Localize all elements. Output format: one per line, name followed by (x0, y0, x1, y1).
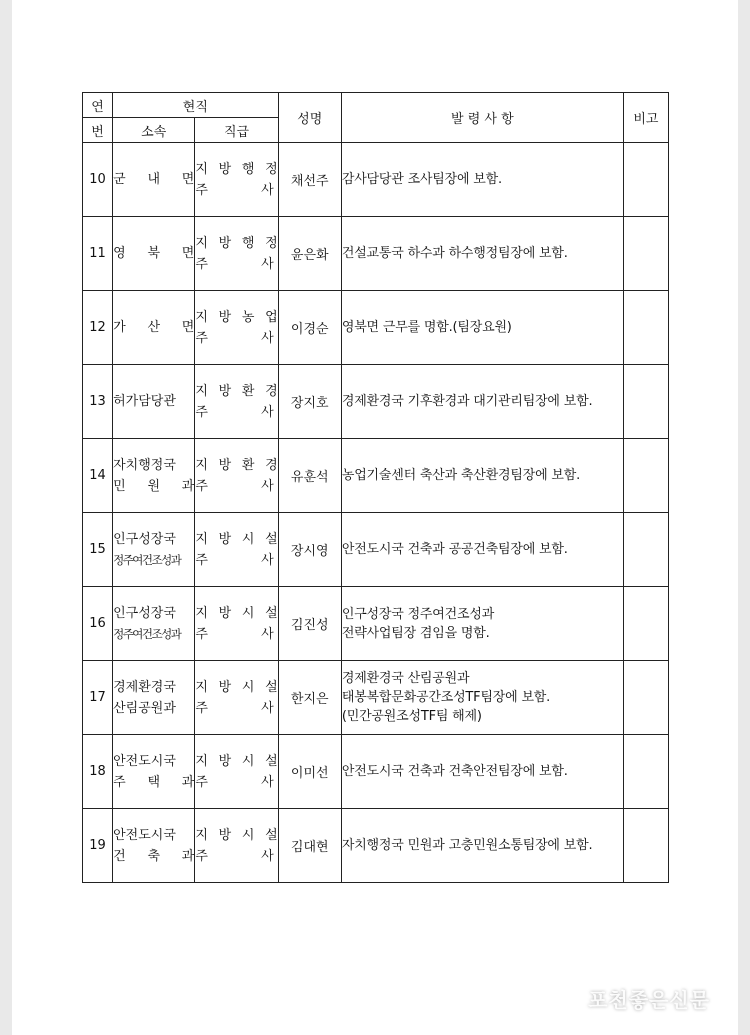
department-char: 내 (147, 172, 160, 187)
rank-char: 지 (195, 235, 208, 251)
appointment-order (341, 735, 623, 809)
order-line: 영북면 근무를 명함.(팀장요원) (341, 320, 512, 335)
remarks-cell (623, 365, 668, 439)
department-line (113, 243, 194, 264)
rank-char: 정 (265, 235, 278, 251)
rank-char: 사 (261, 478, 274, 494)
department-char: 군 (113, 172, 126, 187)
department-cell (113, 661, 195, 735)
rank-char: 경 (265, 383, 278, 399)
table-row (83, 291, 669, 365)
department-line: 인구성장국 (113, 531, 176, 547)
remarks-cell (623, 291, 668, 365)
order-line: 전략사업팀장 겸임을 명함. (341, 625, 490, 641)
rank-char: 설 (265, 753, 278, 769)
order-line: 건설교통국 하수과 하수행정팀장에 보함. (341, 246, 568, 261)
department-cell (113, 513, 195, 587)
rank-char: 지 (195, 753, 208, 769)
rank-char: 설 (265, 531, 278, 547)
order-line: 경제환경국 산림공원과 (341, 671, 470, 686)
row-number: 10 (83, 143, 113, 217)
rank-cell (195, 735, 278, 809)
department-line: 안전도시국 (113, 827, 176, 843)
department-line (113, 772, 194, 793)
department-line (113, 846, 194, 867)
rank-char: 지 (195, 605, 208, 621)
order-line: 인구성장국 정주여건조성과 (341, 606, 495, 622)
table-row (83, 217, 669, 291)
rank-char: 환 (241, 383, 255, 399)
rank-char: 설 (265, 605, 278, 621)
rank-char: 사 (261, 552, 274, 568)
appointment-order (341, 513, 623, 587)
rank-char: 주 (195, 478, 208, 494)
rank-cell (195, 661, 278, 735)
rank-char: 행 (241, 235, 255, 251)
rank-cell (195, 513, 278, 587)
table-row (83, 809, 669, 883)
department-char: 과 (181, 478, 195, 494)
header-name: 성명 (278, 93, 341, 143)
rank-char: 방 (218, 457, 232, 473)
rank-char: 시 (241, 605, 255, 621)
rank-char: 방 (218, 679, 232, 695)
rank-line (195, 402, 277, 423)
department-line: 정주여건조성과 (113, 552, 181, 567)
department-line: 자치행정국 (113, 457, 176, 473)
department-char: 축 (147, 848, 160, 864)
department-cell (113, 217, 195, 291)
table-row (83, 513, 669, 587)
rank-line (195, 698, 277, 719)
person-name: 이미선 (278, 735, 341, 809)
rank-char: 주 (195, 404, 208, 420)
rank-cell (195, 365, 278, 439)
rank-char: 사 (261, 774, 274, 790)
department-cell (113, 587, 195, 661)
appointment-order (341, 661, 623, 735)
department-char: 민 (113, 478, 126, 494)
person-name: 유훈석 (278, 439, 341, 513)
person-name: 장지호 (278, 365, 341, 439)
rank-char: 주 (195, 256, 208, 272)
rank-char: 사 (261, 700, 274, 716)
department-line: 허가담당관 (113, 394, 176, 409)
rank-line (195, 825, 277, 846)
header-rank: 직급 (195, 118, 278, 143)
rank-char: 지 (195, 679, 208, 695)
rank-char: 방 (218, 827, 232, 843)
rank-char: 설 (265, 827, 278, 843)
appointment-order (341, 217, 623, 291)
rank-char: 정 (265, 161, 278, 177)
row-number: 13 (83, 365, 113, 439)
rank-line (195, 381, 277, 402)
remarks-cell (623, 661, 668, 735)
rank-line (195, 846, 277, 867)
rank-cell (195, 143, 278, 217)
rank-char: 방 (218, 235, 232, 251)
rank-char: 지 (195, 531, 208, 547)
appointment-order (341, 143, 623, 217)
rank-char: 주 (195, 700, 208, 716)
table-row (83, 439, 669, 513)
department-line (113, 317, 194, 338)
department-char: 과 (181, 774, 195, 790)
department-char: 가 (113, 320, 126, 335)
department-line (113, 476, 194, 497)
person-name: 한지은 (278, 661, 341, 735)
rank-line (195, 180, 277, 201)
rank-char: 주 (195, 774, 208, 790)
department-char: 과 (181, 848, 195, 864)
rank-cell (195, 217, 278, 291)
rank-line (195, 529, 277, 550)
person-name: 채선주 (278, 143, 341, 217)
row-number: 18 (83, 735, 113, 809)
rank-cell (195, 809, 278, 883)
rank-cell (195, 291, 278, 365)
rank-line (195, 677, 277, 698)
remarks-cell (623, 217, 668, 291)
header-row-top (83, 93, 669, 118)
rank-line (195, 233, 277, 254)
rank-line (195, 624, 277, 645)
rank-char: 업 (265, 309, 278, 325)
header-seq-bottom: 번 (83, 118, 113, 143)
department-char: 택 (147, 774, 160, 790)
department-char: 주 (113, 774, 126, 790)
department-line: 안전도시국 (113, 753, 176, 769)
appointment-order (341, 365, 623, 439)
appointment-order (341, 809, 623, 883)
rank-line (195, 751, 277, 772)
rank-char: 방 (218, 161, 232, 177)
rank-char: 시 (241, 679, 255, 695)
table-row (83, 735, 669, 809)
rank-char: 방 (218, 383, 232, 399)
rank-char: 시 (241, 753, 255, 769)
remarks-cell (623, 809, 668, 883)
department-char: 북 (147, 246, 160, 261)
rank-char: 지 (195, 161, 208, 177)
table-row (83, 143, 669, 217)
rank-char: 주 (195, 848, 208, 864)
rank-char: 주 (195, 552, 208, 568)
watermark-logo: 포천좋은신문 (588, 988, 710, 1012)
row-number: 17 (83, 661, 113, 735)
department-line (113, 169, 194, 190)
order-line: 경제환경국 기후환경과 대기관리팀장에 보함. (341, 394, 593, 409)
table-row (83, 365, 669, 439)
document-page (12, 0, 738, 1035)
rank-char: 사 (261, 330, 274, 346)
department-line: 경제환경국 (113, 679, 176, 695)
rank-line (195, 254, 277, 275)
rank-line (195, 307, 277, 328)
rank-cell (195, 587, 278, 661)
department-char: 영 (113, 246, 126, 261)
rank-line (195, 603, 277, 624)
row-number: 11 (83, 217, 113, 291)
remarks-cell (623, 735, 668, 809)
order-line: 자치행정국 민원과 고충민원소통팀장에 보함. (341, 838, 593, 853)
row-number: 12 (83, 291, 113, 365)
person-name: 김대현 (278, 809, 341, 883)
rank-char: 방 (218, 309, 232, 325)
header-order: 발 령 사 항 (341, 93, 623, 143)
remarks-cell (623, 439, 668, 513)
rank-char: 지 (195, 383, 208, 399)
table-body (83, 143, 669, 883)
rank-char: 사 (261, 626, 274, 642)
person-name: 이경순 (278, 291, 341, 365)
department-char: 건 (113, 848, 126, 864)
personnel-order-table (82, 92, 669, 883)
rank-char: 지 (195, 827, 208, 843)
department-char: 면 (181, 246, 195, 261)
table-row (83, 587, 669, 661)
department-cell (113, 439, 195, 513)
order-line: 안전도시국 건축과 건축안전팀장에 보함. (341, 764, 568, 779)
person-name: 김진성 (278, 587, 341, 661)
rank-char: 환 (241, 457, 255, 473)
row-number: 16 (83, 587, 113, 661)
header-current-post: 현직 (113, 93, 279, 118)
rank-line (195, 476, 277, 497)
department-char: 면 (181, 172, 195, 187)
remarks-cell (623, 587, 668, 661)
rank-char: 농 (241, 309, 255, 325)
table-row (83, 661, 669, 735)
department-line: 산림공원과 (113, 700, 176, 716)
rank-char: 지 (195, 457, 208, 473)
remarks-cell (623, 143, 668, 217)
header-remarks: 비고 (623, 93, 668, 143)
rank-char: 사 (261, 256, 274, 272)
rank-line (195, 550, 277, 571)
department-cell (113, 143, 195, 217)
rank-char: 설 (265, 679, 278, 695)
rank-char: 시 (241, 827, 255, 843)
order-line: 농업기술센터 축산과 축산환경팀장에 보함. (341, 468, 581, 483)
order-line: 감사담당관 조사팀장에 보함. (341, 172, 502, 187)
rank-char: 행 (241, 161, 255, 177)
rank-char: 방 (218, 605, 232, 621)
department-char: 산 (147, 320, 160, 335)
remarks-cell (623, 513, 668, 587)
person-name: 윤은화 (278, 217, 341, 291)
rank-char: 사 (261, 848, 274, 864)
rank-line (195, 455, 277, 476)
header-department: 소속 (113, 118, 195, 143)
department-line: 정주여건조성과 (113, 626, 181, 641)
department-char: 면 (181, 320, 195, 335)
order-line: 안전도시국 건축과 공공건축팀장에 보함. (341, 542, 568, 557)
rank-char: 주 (195, 182, 208, 198)
appointment-order (341, 291, 623, 365)
row-number: 19 (83, 809, 113, 883)
rank-char: 주 (195, 626, 208, 642)
rank-char: 경 (265, 457, 278, 473)
department-cell (113, 291, 195, 365)
rank-char: 방 (218, 753, 232, 769)
department-cell (113, 809, 195, 883)
rank-char: 방 (218, 531, 232, 547)
row-number: 14 (83, 439, 113, 513)
rank-char: 사 (261, 182, 274, 198)
appointment-order (341, 439, 623, 513)
department-line: 인구성장국 (113, 605, 176, 621)
rank-char: 시 (241, 531, 255, 547)
rank-line (195, 159, 277, 180)
order-line: (민간공원조성TF팀 해제) (341, 709, 482, 724)
rank-cell (195, 439, 278, 513)
header-seq-top: 연 (83, 93, 113, 118)
row-number: 15 (83, 513, 113, 587)
rank-line (195, 328, 277, 349)
person-name: 장시영 (278, 513, 341, 587)
rank-char: 지 (195, 309, 208, 325)
rank-line (195, 772, 277, 793)
rank-char: 주 (195, 330, 208, 346)
rank-char: 사 (261, 404, 274, 420)
order-line: 태봉복합문화공간조성TF팀장에 보함. (341, 690, 551, 705)
department-cell (113, 735, 195, 809)
appointment-order (341, 587, 623, 661)
department-cell (113, 365, 195, 439)
department-char: 원 (147, 478, 160, 494)
